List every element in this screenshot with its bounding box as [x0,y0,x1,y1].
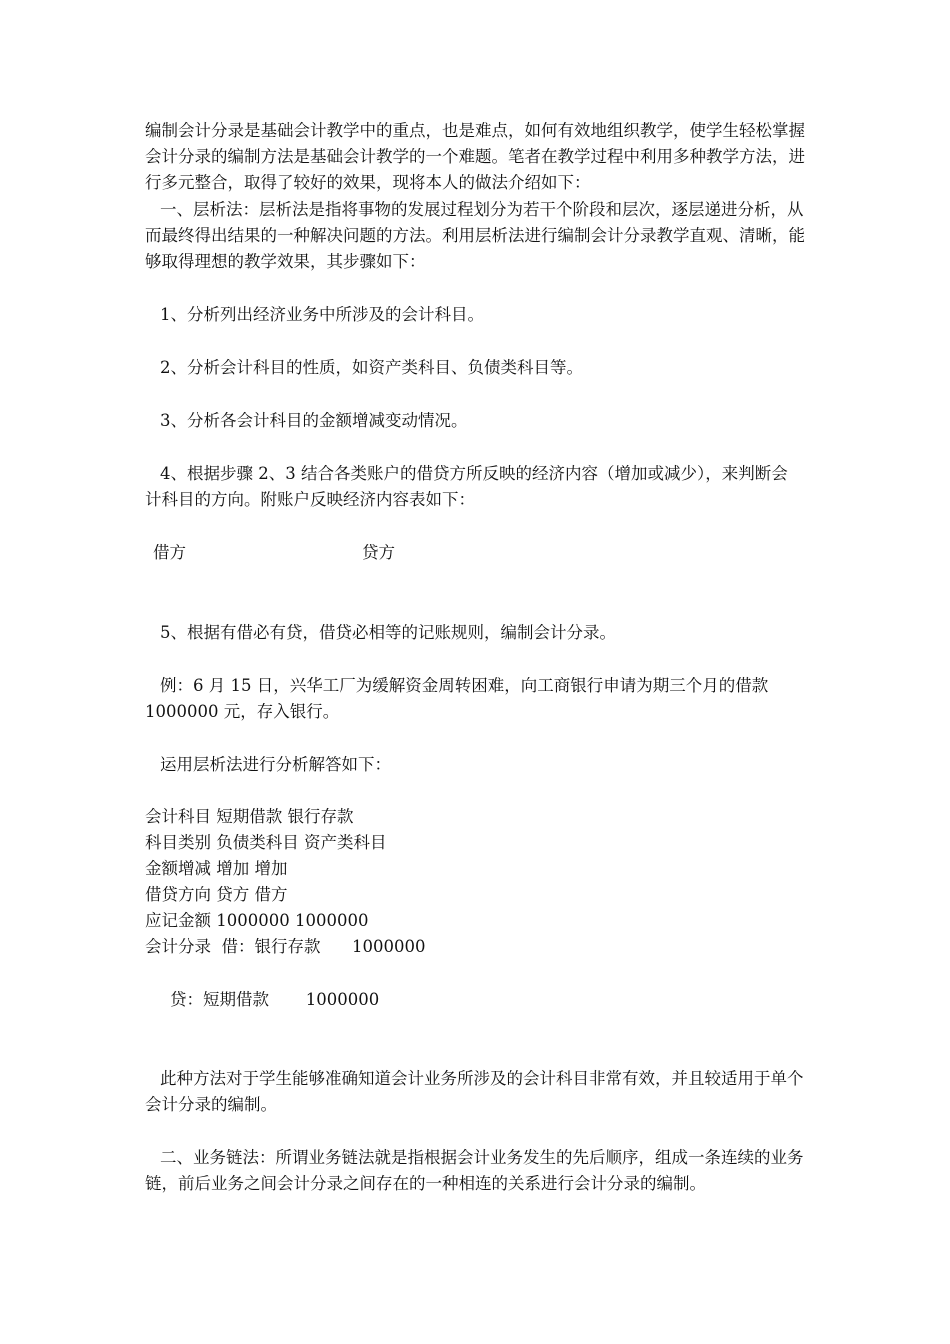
example-line: 1000000 元，存入银行。 [145,702,340,721]
analysis-row: 会计分录 借：银行存款 1000000 [145,937,426,956]
conclusion-line: 会计分录的编制。 [145,1095,277,1114]
step-4: 4、根据步骤 2、3 结合各类账户的借贷方所反映的经济内容（增加或减少），来判断会 [160,464,788,483]
analysis-row: 科目类别 负债类科目 资产类科目 [145,833,387,852]
analysis-row: 会计科目 短期借款 银行存款 [145,807,354,826]
example-line: 例：6 月 15 日，兴华工厂为缓解资金周转困难，向工商银行申请为期三个月的借款 [160,676,769,695]
conclusion-line: 此种方法对于学生能够准确知道会计业务所涉及的会计科目非常有效，并且较适用于单个 [160,1069,804,1088]
analysis-row: 应记金额 1000000 1000000 [145,911,369,930]
credit-entry: 贷：短期借款 1000000 [170,990,380,1009]
step-3: 3、分析各会计科目的金额增减变动情况。 [160,411,468,430]
table-debit-label: 借方 [153,543,186,562]
intro-paragraph-line: 会计分录的编制方法是基础会计教学的一个难题。笔者在教学过程中利用多种教学方法，进 [145,147,805,166]
step-1: 1、分析列出经济业务中所涉及的会计科目。 [160,305,484,324]
analysis-row: 金额增减 增加 增加 [145,859,288,878]
intro-paragraph-line: 行多元整合，取得了较好的效果，现将本人的做法介绍如下： [145,173,591,192]
intro-paragraph-line: 编制会计分录是基础会计教学中的重点，也是难点，如何有效地组织教学，使学生轻松掌握 [145,121,805,140]
table-credit-label: 贷方 [362,543,395,562]
analysis-intro: 运用层析法进行分析解答如下： [160,755,391,774]
section1-paragraph-line: 而最终得出结果的一种解决问题的方法。利用层析法进行编制会计分录教学直观、清晰，能 [145,226,805,245]
step-5: 5、根据有借必有贷，借贷必相等的记账规则，编制会计分录。 [160,623,616,642]
section1-heading-line: 一、层析法：层析法是指将事物的发展过程划分为若干个阶段和层次，逐层递进分析，从 [160,200,804,219]
section2-heading-line: 二、业务链法：所谓业务链法就是指根据会计业务发生的先后顺序，组成一条连续的业务 [160,1148,804,1167]
analysis-row: 借贷方向 贷方 借方 [145,885,288,904]
section2-paragraph-line: 链，前后业务之间会计分录之间存在的一种相连的关系进行会计分录的编制。 [145,1174,706,1193]
section1-paragraph-line: 够取得理想的教学效果，其步骤如下： [145,252,426,271]
step-2: 2、分析会计科目的性质，如资产类科目、负债类科目等。 [160,358,583,377]
step-4-continued: 计科目的方向。附账户反映经济内容表如下： [145,490,475,509]
